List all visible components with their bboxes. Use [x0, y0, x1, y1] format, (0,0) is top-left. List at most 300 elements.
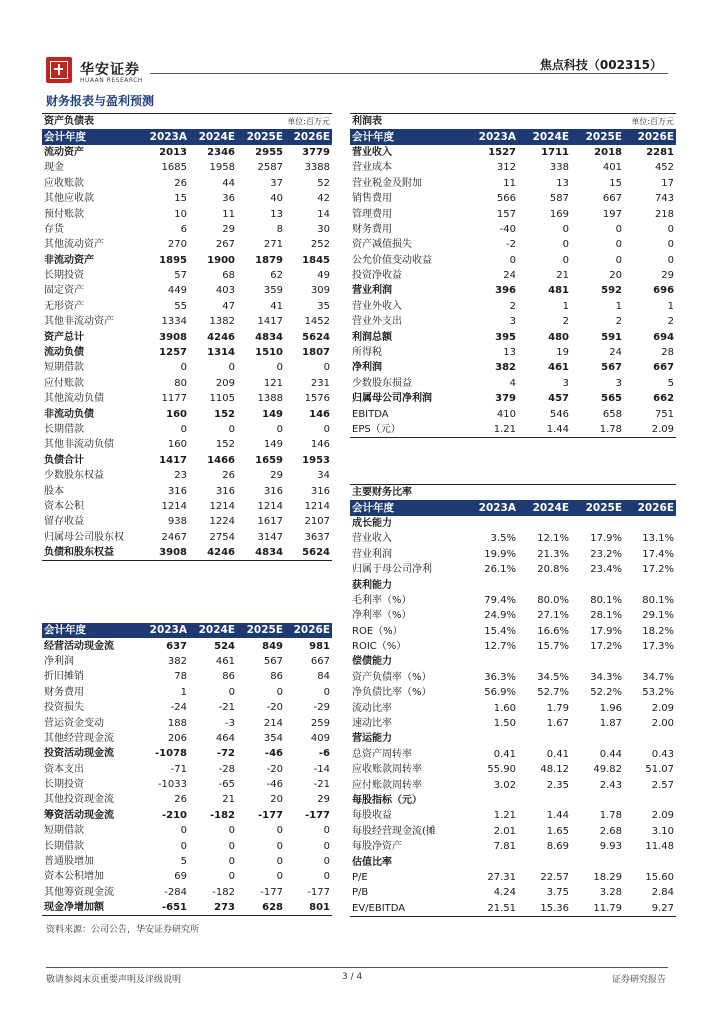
row-value	[571, 731, 624, 746]
row-value: 214	[263, 717, 283, 729]
row-value: 1214	[209, 500, 235, 512]
table-row	[42, 283, 332, 298]
row-value: 382	[495, 362, 516, 374]
row-label: 长期借款	[44, 424, 84, 435]
table-header-row	[42, 623, 332, 638]
table-row	[42, 530, 332, 545]
table-row	[42, 792, 332, 807]
header-year: 2026E	[624, 500, 676, 515]
row-value: 1895	[159, 254, 187, 266]
row-value: 667	[653, 362, 675, 374]
row-value	[518, 577, 571, 592]
row-value: -65	[218, 779, 235, 791]
header-year: 2026E	[624, 129, 676, 144]
row-value: 42	[317, 193, 331, 205]
row-value: 29	[661, 270, 675, 282]
table-row	[350, 870, 676, 885]
row-value: 4834	[237, 545, 285, 561]
row-value: -14	[313, 763, 330, 775]
row-value: 1214	[161, 500, 187, 512]
row-label: EBITDA	[352, 408, 389, 420]
row-label: 非流动资产	[44, 254, 94, 266]
row-label: 营业外支出	[352, 316, 402, 328]
header-year: 2025E	[237, 129, 285, 144]
row-value: 23	[174, 470, 187, 482]
row-value: 5624	[302, 331, 331, 343]
row-label: 管理费用	[352, 208, 392, 220]
row-value: -2	[506, 239, 516, 251]
row-label: 少数股东损益	[352, 377, 412, 389]
row-value: 5624	[285, 545, 332, 561]
row-value: -210	[161, 809, 187, 821]
table-row	[350, 376, 676, 391]
table-row	[350, 716, 676, 731]
table-row	[350, 391, 676, 406]
row-value: 0	[323, 362, 331, 374]
row-value: 2346	[207, 146, 235, 158]
table-row	[350, 191, 676, 206]
row-value	[466, 854, 518, 869]
table-row	[42, 669, 332, 684]
row-value: 48.12	[540, 764, 570, 776]
table-row	[42, 422, 332, 437]
row-value: 21	[222, 794, 235, 806]
row-label: 投资净收益	[352, 270, 402, 282]
row-value: 309	[310, 285, 331, 297]
row-value: 3908	[142, 545, 189, 561]
row-label: 归属母公司股东权	[44, 531, 124, 543]
table-row	[42, 468, 332, 483]
row-label: 应付账款周转率	[352, 779, 422, 791]
row-value: 0	[228, 871, 235, 883]
row-value: 17.3%	[642, 641, 675, 653]
row-value: 34.3%	[590, 671, 623, 683]
section-title: 财务报表与盈利预测	[46, 94, 155, 108]
row-value: 667	[602, 193, 623, 205]
table-row	[42, 345, 332, 360]
row-value: 24	[609, 347, 623, 359]
row-value: 1685	[161, 162, 187, 174]
table-row	[42, 514, 332, 529]
row-value: 3388	[304, 162, 331, 174]
row-value: 3908	[159, 331, 187, 343]
header-year: 2023A	[142, 129, 189, 144]
row-value: 743	[654, 193, 675, 205]
row-value: 11.48	[645, 841, 675, 853]
row-value: 0	[228, 840, 235, 852]
row-label: 获利能力	[352, 579, 392, 591]
row-label: 其他筹资现金流	[44, 886, 114, 898]
header-year: 2023A	[142, 623, 189, 638]
row-value: 3.28	[599, 887, 623, 899]
row-value: 382	[167, 655, 187, 667]
row-value: 1.44	[546, 810, 570, 822]
table-row	[42, 160, 332, 175]
row-value: 0	[667, 223, 675, 235]
row-value: 480	[548, 331, 570, 343]
row-label: 每股收益	[352, 810, 392, 822]
row-value: 1.50	[493, 718, 516, 730]
table-row	[42, 329, 332, 344]
row-value: 55.90	[487, 764, 516, 776]
row-label: 少数股东权益	[44, 470, 104, 482]
footer-divider	[46, 967, 668, 968]
table-row	[350, 839, 676, 854]
row-value: 12.1%	[537, 533, 570, 545]
table-row	[42, 545, 332, 561]
row-value: 1214	[257, 500, 283, 512]
row-value: 20	[270, 794, 283, 806]
row-label: 资本公积	[44, 500, 84, 512]
row-value: 0	[615, 254, 623, 266]
row-value: 68	[222, 270, 235, 282]
row-value: 34.7%	[642, 671, 675, 683]
row-value: 19	[556, 347, 570, 359]
row-label: 营业税金及附加	[352, 177, 422, 189]
row-value: 410	[496, 408, 516, 420]
header-year: 2023A	[466, 129, 518, 144]
row-value: -29	[313, 702, 330, 714]
row-value: 17.9%	[590, 625, 623, 637]
row-value: 4	[509, 377, 516, 389]
row-value: 14	[317, 208, 331, 220]
row-value: 209	[215, 377, 235, 389]
row-value: 7.81	[493, 841, 516, 853]
row-value: 592	[601, 285, 623, 297]
row-value	[518, 654, 571, 669]
row-value: 1452	[304, 316, 331, 328]
row-value: 316	[167, 485, 187, 497]
row-label: 负债和股东权益	[42, 545, 142, 561]
row-label: 投资损失	[44, 702, 84, 714]
row-value: 0	[667, 254, 675, 266]
row-label: 所得税	[352, 347, 382, 359]
row-value: -72	[216, 748, 235, 760]
row-value: 0	[323, 856, 330, 868]
row-label: 净利润	[352, 362, 382, 374]
row-value: 2	[562, 316, 570, 328]
table-row	[350, 824, 676, 839]
row-value: 2	[615, 316, 623, 328]
row-value: 13	[556, 177, 570, 189]
row-value: 40	[270, 193, 283, 205]
row-value: 0	[562, 239, 570, 251]
row-value: 354	[263, 732, 283, 744]
row-value: 29	[222, 223, 235, 235]
row-label: 每股指标（元）	[352, 795, 422, 806]
table-row	[350, 885, 676, 900]
table-row	[42, 268, 332, 283]
row-value: 0	[276, 871, 283, 883]
row-value: 62	[270, 270, 283, 282]
row-value	[624, 854, 676, 869]
row-value: 0	[276, 424, 283, 435]
row-value: 0	[323, 686, 330, 698]
row-value: 1576	[304, 393, 331, 405]
row-value: 49	[317, 270, 331, 282]
row-value: 1900	[207, 254, 235, 266]
row-value: 312	[496, 162, 516, 174]
income-statement-table	[350, 113, 676, 438]
row-value: 457	[548, 393, 570, 405]
table-row	[350, 222, 676, 237]
row-label: P/B	[352, 887, 369, 899]
row-label: 每股经营现金流(摊	[352, 825, 436, 837]
table-row	[350, 747, 676, 762]
row-label: 其他应收款	[44, 193, 94, 205]
row-value: 567	[263, 655, 283, 667]
row-value: 1527	[488, 146, 516, 158]
row-value: -21	[218, 702, 235, 714]
row-value: 80.1%	[642, 594, 675, 606]
row-label: 股本	[44, 485, 64, 497]
row-value: -1078	[155, 748, 187, 760]
row-value: -1033	[157, 779, 187, 791]
row-value: 0	[276, 825, 283, 837]
row-label: 营运资金变动	[44, 717, 104, 729]
row-value: 587	[549, 193, 570, 205]
row-value: 0	[562, 223, 570, 235]
row-value: 18.2%	[642, 625, 675, 637]
table-row	[350, 176, 676, 191]
row-value: 316	[215, 485, 235, 497]
row-value	[518, 516, 571, 531]
row-value: 34	[317, 470, 331, 482]
row-value: 17.2%	[590, 641, 623, 653]
table-row	[350, 360, 676, 375]
row-label: 营业收入	[352, 146, 392, 158]
table-unit: 单位:百万元	[237, 114, 332, 130]
table-row	[350, 422, 676, 438]
row-value	[518, 854, 571, 869]
table-row	[42, 746, 332, 761]
company-title: 焦点科技（002315）	[539, 58, 662, 72]
row-value: 0	[276, 856, 283, 868]
row-value: 51.07	[645, 764, 675, 776]
row-value: 146	[309, 408, 331, 420]
row-value: 696	[653, 285, 675, 297]
row-value: 44	[222, 177, 235, 189]
row-value: 1466	[207, 454, 235, 466]
balance-sheet-table	[42, 113, 332, 561]
row-value: 1214	[304, 500, 331, 512]
row-value: -651	[142, 900, 189, 916]
table-row	[42, 391, 332, 406]
row-value: 197	[602, 208, 623, 220]
row-value: 1314	[207, 347, 235, 359]
row-value: 0	[180, 840, 187, 852]
row-value: 2.35	[546, 779, 570, 791]
row-value: -21	[313, 779, 330, 791]
row-value: 2754	[209, 531, 235, 543]
row-value: 1417	[159, 454, 187, 466]
header-year: 2026E	[285, 623, 332, 638]
row-value: 273	[189, 900, 237, 916]
row-value: 188	[167, 717, 187, 729]
table-row	[42, 314, 332, 329]
row-value: 0	[323, 871, 330, 883]
row-label: 净负债比率（%）	[352, 687, 432, 699]
row-value: 26	[174, 177, 187, 189]
header-divider	[150, 73, 668, 74]
table-row	[42, 237, 332, 252]
row-value: 41	[270, 300, 283, 312]
row-value: 2	[509, 300, 516, 312]
row-label: 其他经营现金流	[44, 732, 114, 744]
row-value: 1659	[255, 454, 283, 466]
table-row	[350, 562, 676, 577]
row-value: 1382	[209, 316, 235, 328]
row-label: ROIC（%）	[352, 641, 407, 653]
row-value: -3	[225, 717, 235, 729]
row-value: 2.01	[493, 825, 516, 837]
row-value: 28	[661, 347, 675, 359]
row-value: 15	[609, 177, 623, 189]
table-row	[350, 577, 676, 592]
row-value: 396	[495, 285, 516, 297]
table-row	[42, 715, 332, 730]
row-label: 折旧摊销	[44, 671, 84, 683]
table-row	[350, 593, 676, 608]
row-value: 1	[667, 300, 675, 312]
row-value: 1.78	[599, 810, 623, 822]
row-value	[466, 577, 518, 592]
row-value	[624, 577, 676, 592]
row-value	[571, 654, 624, 669]
row-label: 营业利润	[352, 285, 392, 297]
row-value: 751	[654, 408, 675, 420]
table-row	[42, 191, 332, 206]
row-value: 23.2%	[590, 548, 623, 560]
row-value: 2467	[161, 531, 187, 543]
row-value: 11	[503, 177, 516, 189]
row-label: 现金净增加额	[42, 900, 142, 916]
row-value: 3.75	[546, 887, 570, 899]
row-value: 4246	[207, 331, 235, 343]
row-value: 1224	[209, 516, 235, 528]
row-value: 84	[317, 671, 330, 683]
row-value: 403	[215, 285, 235, 297]
header-label: 会计年度	[350, 129, 466, 144]
row-value: 0	[228, 424, 235, 435]
header-year: 2024E	[189, 623, 237, 638]
row-value: 3779	[302, 146, 331, 158]
row-label: 流动负债	[44, 347, 84, 359]
row-label: 其他非流动资产	[44, 316, 114, 328]
row-label: 净利润	[44, 655, 74, 667]
row-value: 252	[310, 239, 331, 251]
table-row	[350, 777, 676, 792]
table-row	[42, 437, 332, 452]
row-value: 0.41	[546, 748, 570, 760]
table-row	[350, 145, 676, 160]
row-value: 8.69	[546, 841, 570, 853]
table-row	[42, 900, 332, 916]
table-row	[350, 516, 676, 531]
row-value: 637	[166, 640, 187, 652]
row-value: 16.6%	[537, 625, 570, 637]
row-label: 短期借款	[44, 362, 84, 374]
row-label: 营业外收入	[352, 300, 402, 312]
row-value: 218	[654, 208, 675, 220]
row-value: 3	[562, 377, 570, 389]
header-label: 会计年度	[42, 623, 142, 638]
footer-disclaimer: 敬请参阅末页重要声明及评级说明	[46, 975, 182, 985]
row-value: 1.87	[599, 718, 623, 730]
row-value: 316	[310, 485, 331, 497]
row-value: 49.82	[593, 764, 623, 776]
row-value: -177	[304, 809, 330, 821]
table-row	[42, 685, 332, 700]
row-value: 1845	[302, 254, 331, 266]
row-value: 160	[166, 408, 187, 420]
row-value: 24.9%	[484, 610, 516, 622]
row-value: 21.51	[466, 901, 518, 917]
row-value: 2.09	[651, 810, 675, 822]
row-label: 长期借款	[44, 840, 84, 852]
row-value: 9.27	[624, 901, 676, 917]
row-value: 270	[167, 239, 187, 251]
row-value: 27.31	[487, 871, 516, 883]
row-value: 1510	[255, 347, 283, 359]
row-value: 34.5%	[537, 671, 570, 683]
row-value: 1.65	[546, 825, 570, 837]
table-title-row	[350, 485, 676, 501]
table-row	[42, 453, 332, 468]
row-label: 流动比率	[352, 702, 392, 714]
row-value: 5	[180, 856, 187, 868]
row-value	[518, 793, 571, 808]
table-row	[350, 314, 676, 329]
row-value: 30	[317, 223, 331, 235]
table-row	[350, 670, 676, 685]
row-value: 29.1%	[642, 610, 675, 622]
row-value: 1257	[159, 347, 187, 359]
row-label: 短期借款	[44, 825, 84, 837]
row-value: 566	[496, 193, 516, 205]
row-value: -71	[170, 763, 187, 775]
row-value: 13	[503, 347, 516, 359]
row-value: 2.68	[599, 825, 623, 837]
brand-name: 华安证券	[80, 62, 140, 78]
row-value: 0	[509, 254, 516, 266]
table-row	[42, 176, 332, 191]
row-value: 22.57	[540, 871, 570, 883]
row-value: 524	[214, 640, 235, 652]
table-row	[42, 838, 332, 853]
table-row	[350, 345, 676, 360]
row-value: 17.2%	[642, 564, 675, 576]
row-value: 452	[654, 162, 675, 174]
row-label: 资产总计	[44, 331, 84, 343]
table-row	[42, 483, 332, 498]
row-value: 1.79	[546, 702, 570, 714]
row-value: 29	[317, 794, 330, 806]
row-label: 预付账款	[44, 208, 84, 220]
row-value: 9.93	[599, 841, 623, 853]
row-label: 其他投资现金流	[44, 794, 114, 806]
header-label: 会计年度	[42, 129, 142, 144]
footer-report-type: 证券研究报告	[611, 975, 666, 985]
row-label: P/E	[352, 871, 368, 883]
row-value: 2587	[257, 162, 283, 174]
row-value: 1	[562, 300, 570, 312]
row-value: 80	[174, 377, 187, 389]
row-value: 1953	[302, 454, 331, 466]
row-value: 1417	[257, 316, 283, 328]
table-row	[350, 808, 676, 823]
row-value: 0	[615, 239, 623, 251]
